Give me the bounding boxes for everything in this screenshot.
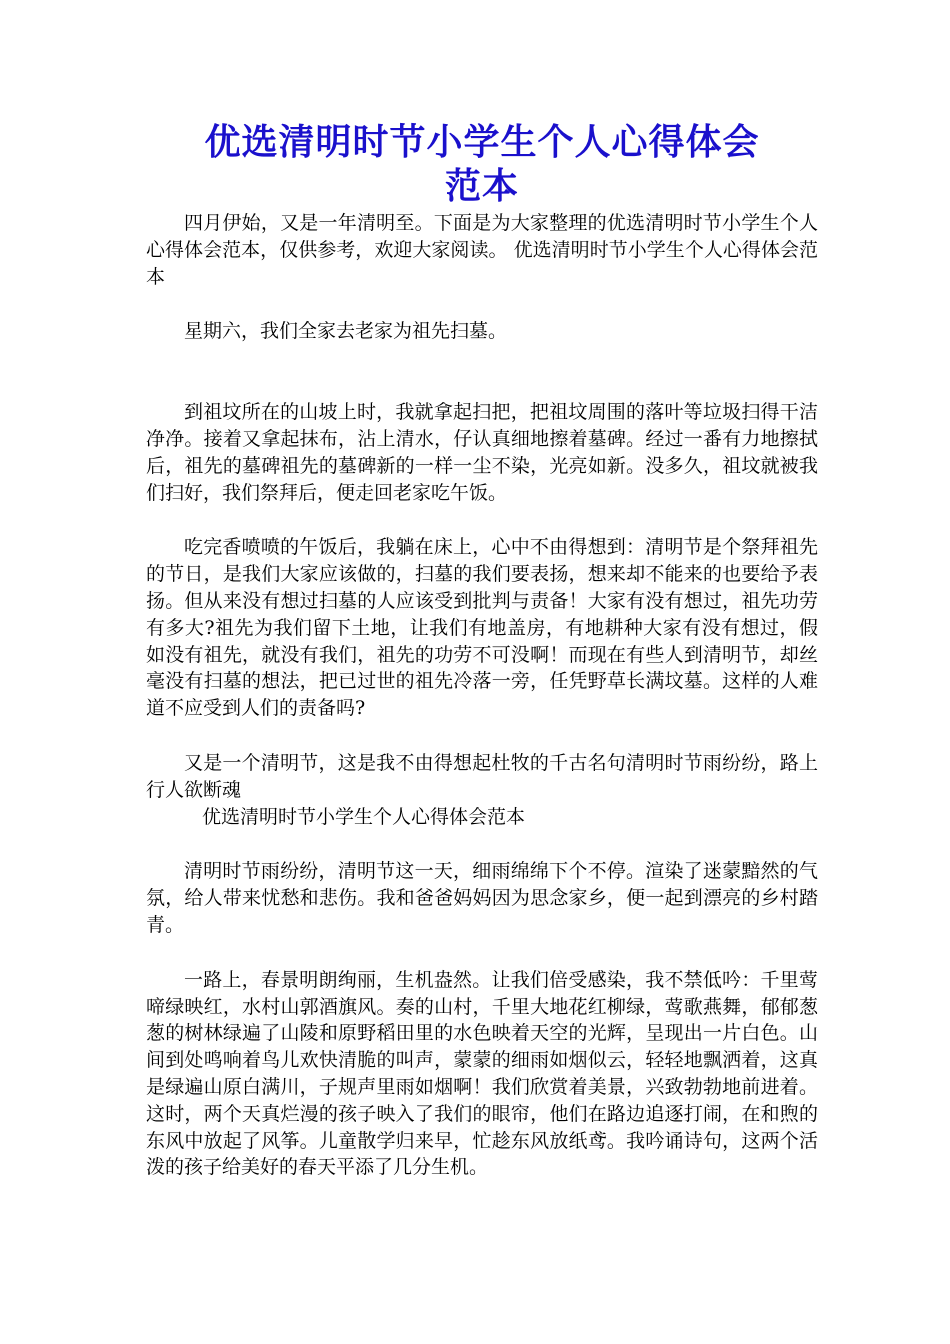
paragraph-rain: 清明时节雨纷纷，清明节这一天，细雨绵绵下个不停。渲染了迷蒙黯然的气氛，给人带来忧愁和悲伤。我和爸爸妈妈因为思念家乡，便一起到漂亮的乡村踏青。 xyxy=(146,860,818,936)
paragraph-sweeping: 到祖坟所在的山坡上时，我就拿起扫把，把祖坟周围的落叶等垃圾扫得干洁净净。接着又拿起抹布，沾上清水，仔认真细地擦着墓碑。经过一番有力地擦拭后，祖先的墓碑祖先的墓碑新的一样一尘不染，光亮如新。没多久，祖坟就被我们扫好，我们祭拜后，便走回老家吃午饭。 xyxy=(146,401,818,504)
title-line-1: 优选清明时节小学生个人心得体会 xyxy=(204,121,760,163)
paragraph-reflection: 吃完香喷喷的午饭后，我躺在床上，心中不由得想到：清明节是个祭拜祖先的节日，是我们大家应该做的，扫墓的我们要表扬，想来却不能来的也要给予表扬。但从来没有想过扫墓的人应该受到批判与责备！大家有没有想过，祖先功劳有多大?祖先为我们留下土地，让我们有地盖房，有地耕种大家有没有想过，假如没有祖先，就没有我们，祖先的功劳不可没啊！而现在有些人到清明节，却丝毫没有扫墓的想法，把已过世的祖先冷落一旁，任凭野草长满坟墓。这样的人难道不应受到人们的责备吗? xyxy=(146,536,818,720)
document-page xyxy=(146,120,818,1181)
title-line-2: 范本 xyxy=(444,165,519,207)
paragraph-saturday: 星期六，我们全家去老家为祖先扫墓。 xyxy=(184,320,508,343)
subheading-essay-2: 优选清明时节小学生个人心得体会范本 xyxy=(202,805,526,828)
paragraph-spring-walk: 一路上，春景明朗绚丽，生机盎然。让我们倍受感染，我不禁低吟：千里莺啼绿映红，水村山郭酒旗风。奏的山村，千里大地花红柳绿，莺歌燕舞，郁郁葱葱的树林绿遍了山陵和原野稻田里的水色映着天空的光辉，呈现出一片白色。山间到处鸣响着鸟儿欢快清脆的叫声，蒙蒙的细雨如烟似云，轻轻地飘洒着，这真是绿遍山原白满川，子规声里雨如烟啊！我们欣赏着美景，兴致勃勃地前进着。这时，两个天真烂漫的孩子映入了我们的眼帘，他们在路边追逐打闹，在和煦的东风中放起了风筝。儿童散学归来早，忙趁东风放纸鸢。我吟诵诗句，这两个活泼的孩子给美好的春天平添了几分生机。 xyxy=(146,968,818,1179)
document-title xyxy=(146,120,818,208)
intro-paragraph: 四月伊始，又是一年清明至。下面是为大家整理的优选清明时节小学生个人心得体会范本，仅供参考，欢迎大家阅读。 优选清明时节小学生个人心得体会范本 xyxy=(146,212,818,288)
paragraph-poem: 又是一个清明节，这是我不由得想起杜牧的千古名句清明时节雨纷纷，路上行人欲断魂 xyxy=(146,751,818,801)
